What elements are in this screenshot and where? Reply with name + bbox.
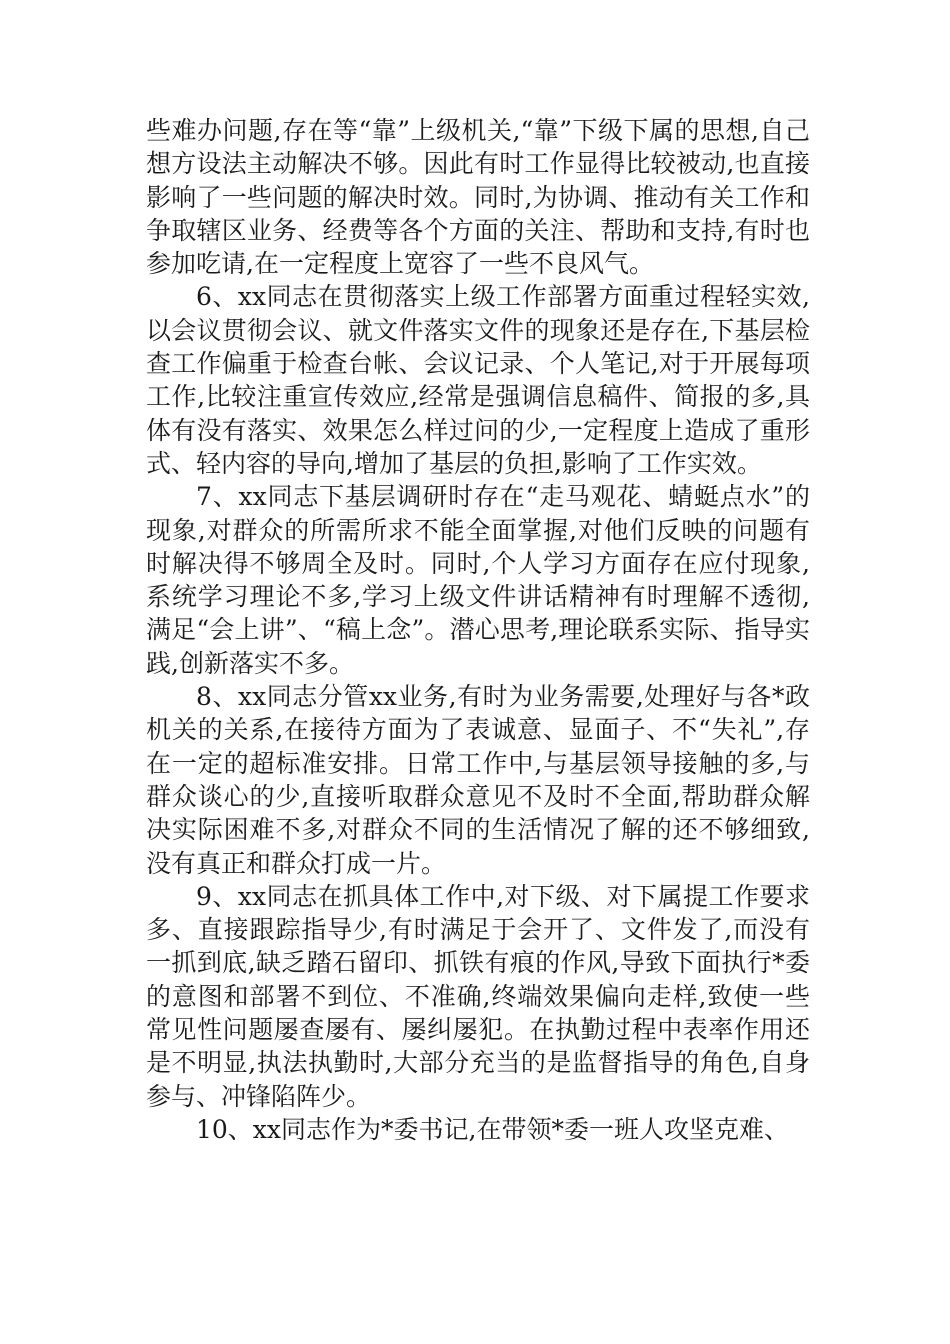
paragraph-continuation: 些难办问题,存在等“靠”上级机关,“靠”下级下属的思想,自己想方设法主动解决不够。因此有时工作显得比较被动,也直接影响了一些问题的解决时效。同时,为协调、推动有关工作和争取辖区业务、经费等各个方面的关注、帮助和支持,有时也参加吃请,在一定程度上宽容了一些不良风气。: [146, 116, 810, 279]
paragraph-item-7: 7、xx同志下基层调研时存在“走马观花、蜻蜓点水”的现象,对群众的所需所求不能全面掌握,对他们反映的问题有时解决得不够周全及时。同时,个人学习方面存在应付现象,系统学习理论不多,学习上级文件讲话精神有时理解不透彻,满足“会上讲”、“稿上念”。潜心思考,理论联系实际、指导实践,创新落实不多。: [146, 482, 810, 678]
paragraph-item-6: 6、xx同志在贯彻落实上级工作部署方面重过程轻实效,以会议贯彻会议、就文件落实文件的现象还是存在,下基层检查工作偏重于检查台帐、会议记录、个人笔记,对于开展每项工作,比较注重宣传效应,经常是强调信息稿件、简报的多,具体有没有落实、效果怎么样过问的少,一定程度上造成了重形式、轻内容的导向,增加了基层的负担,影响了工作实效。: [146, 282, 810, 478]
paragraph-item-10: 10、xx同志作为*委书记,在带领*委一班人攻坚克难、: [196, 1114, 789, 1144]
paragraph-item-8: 8、xx同志分管xx业务,有时为业务需要,处理好与各*政机关的关系,在接待方面为了表诚意、显面子、不“失礼”,存在一定的超标准安排。日常工作中,与基层领导接触的多,与群众谈心的少,直接听取群众意见不及时不全面,帮助群众解决实际困难不多,对群众不同的生活情况了解的还不够细致,没有真正和群众打成一片。: [146, 682, 810, 878]
document-body: [146, 114, 810, 1146]
paragraph-item-9: 9、xx同志在抓具体工作中,对下级、对下属提工作要求多、直接跟踪指导少,有时满足于会开了、文件发了,而没有一抓到底,缺乏踏石留印、抓铁有痕的作风,导致下面执行*委的意图和部署不到位、不准确,终端效果偏向走样,致使一些常见性问题屡查屡有、屡纠屡犯。在执勤过程中表率作用还是不明显,执法执勤时,大部分充当的是监督指导的角色,自身参与、冲锋陷阵少。: [146, 881, 810, 1111]
